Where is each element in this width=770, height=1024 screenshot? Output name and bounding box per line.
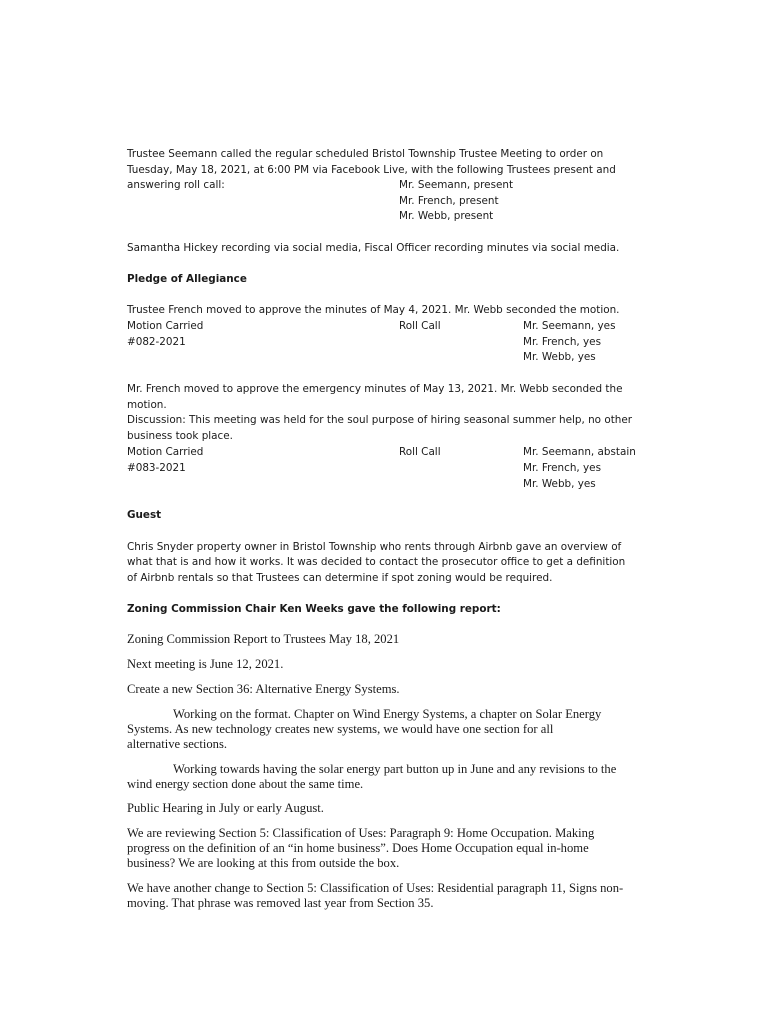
report-hearing: Public Hearing in July or early August. [127, 801, 324, 815]
guest-line-2: what that is and how it works. It was decided to contact the prosecutor office to get a definition [127, 556, 626, 568]
report-section36: Create a new Section 36: Alternative Energy Systems. [127, 682, 400, 696]
motion1-vote-seemann: Mr. Seemann, yes [523, 320, 616, 332]
motion2-vote-french: Mr. French, yes [523, 462, 601, 474]
motion1-vote-french: Mr. French, yes [523, 336, 601, 348]
present-seemann: Mr. Seemann, present [399, 179, 514, 191]
motion1-text: Trustee French moved to approve the minutes of May 4, 2021. Mr. Webb seconded the motion. [127, 304, 620, 316]
opening-line-2: Tuesday, May 18, 2021, at 6:00 PM via Facebook Live, with the following Trustees present and [127, 164, 616, 176]
motion1-vote-webb: Mr. Webb, yes [523, 351, 596, 363]
motion2-result: Motion Carried [127, 446, 204, 458]
opening-line-3: answering roll call: [127, 179, 225, 191]
report-p1-line-1: Working on the format. Chapter on Wind Energy Systems, a chapter on Solar Energy [173, 707, 602, 721]
report-next-meeting: Next meeting is June 12, 2021. [127, 657, 284, 671]
report-p3-line-2: progress on the definition of an “in home business”. Does Home Occupation equal in-home [127, 841, 589, 855]
present-french: Mr. French, present [399, 195, 499, 207]
motion2-line-2: motion. [127, 399, 167, 411]
report-p1-line-3: alternative sections. [127, 737, 228, 751]
report-p3-line-1: We are reviewing Section 5: Classification of Uses: Paragraph 9: Home Occupation. Making [127, 826, 595, 840]
opening-line-1: Trustee Seemann called the regular scheduled Bristol Township Trustee Meeting to order on [127, 148, 604, 160]
motion1-number: #082-2021 [127, 336, 186, 348]
report-title: Zoning Commission Report to Trustees May 18, 2021 [127, 632, 400, 646]
report-p3-line-3: business? We are looking at this from outside the box. [127, 856, 400, 870]
motion2-roll-call: Roll Call [399, 446, 441, 458]
motion2-vote-webb: Mr. Webb, yes [523, 478, 596, 490]
report-p4-line-1: We have another change to Section 5: Classification of Uses: Residential paragraph 11, Signs non- [127, 881, 624, 895]
motion2-number: #083-2021 [127, 462, 186, 474]
report-p2-line-2: wind energy section done about the same time. [127, 777, 364, 791]
motion2-vote-seemann: Mr. Seemann, abstain [523, 446, 636, 458]
guest-heading: Guest [127, 509, 162, 521]
guest-line-3: of Airbnb rentals so that Trustees can determine if spot zoning would be required. [127, 572, 553, 584]
report-p1-line-2: Systems. As new technology creates new systems, we would have one section for all [127, 722, 554, 736]
motion2-discussion-1: Discussion: This meeting was held for the soul purpose of hiring seasonal summer help, no other [127, 414, 633, 426]
recording-line: Samantha Hickey recording via social media, Fiscal Officer recording minutes via social media. [127, 242, 620, 254]
motion1-roll-call: Roll Call [399, 320, 441, 332]
report-p4-line-2: moving. That phrase was removed last year from Section 35. [127, 896, 434, 910]
guest-line-1: Chris Snyder property owner in Bristol Township who rents through Airbnb gave an overview of [127, 541, 622, 553]
present-webb: Mr. Webb, present [399, 210, 494, 222]
report-p2-line-1: Working towards having the solar energy part button up in June and any revisions to the [173, 762, 617, 776]
pledge-heading: Pledge of Allegiance [127, 273, 247, 285]
zoning-heading: Zoning Commission Chair Ken Weeks gave the following report: [127, 603, 501, 615]
motion2-discussion-2: business took place. [127, 430, 233, 442]
motion1-result: Motion Carried [127, 320, 204, 332]
motion2-line-1: Mr. French moved to approve the emergency minutes of May 13, 2021. Mr. Webb seconded the [127, 383, 623, 395]
